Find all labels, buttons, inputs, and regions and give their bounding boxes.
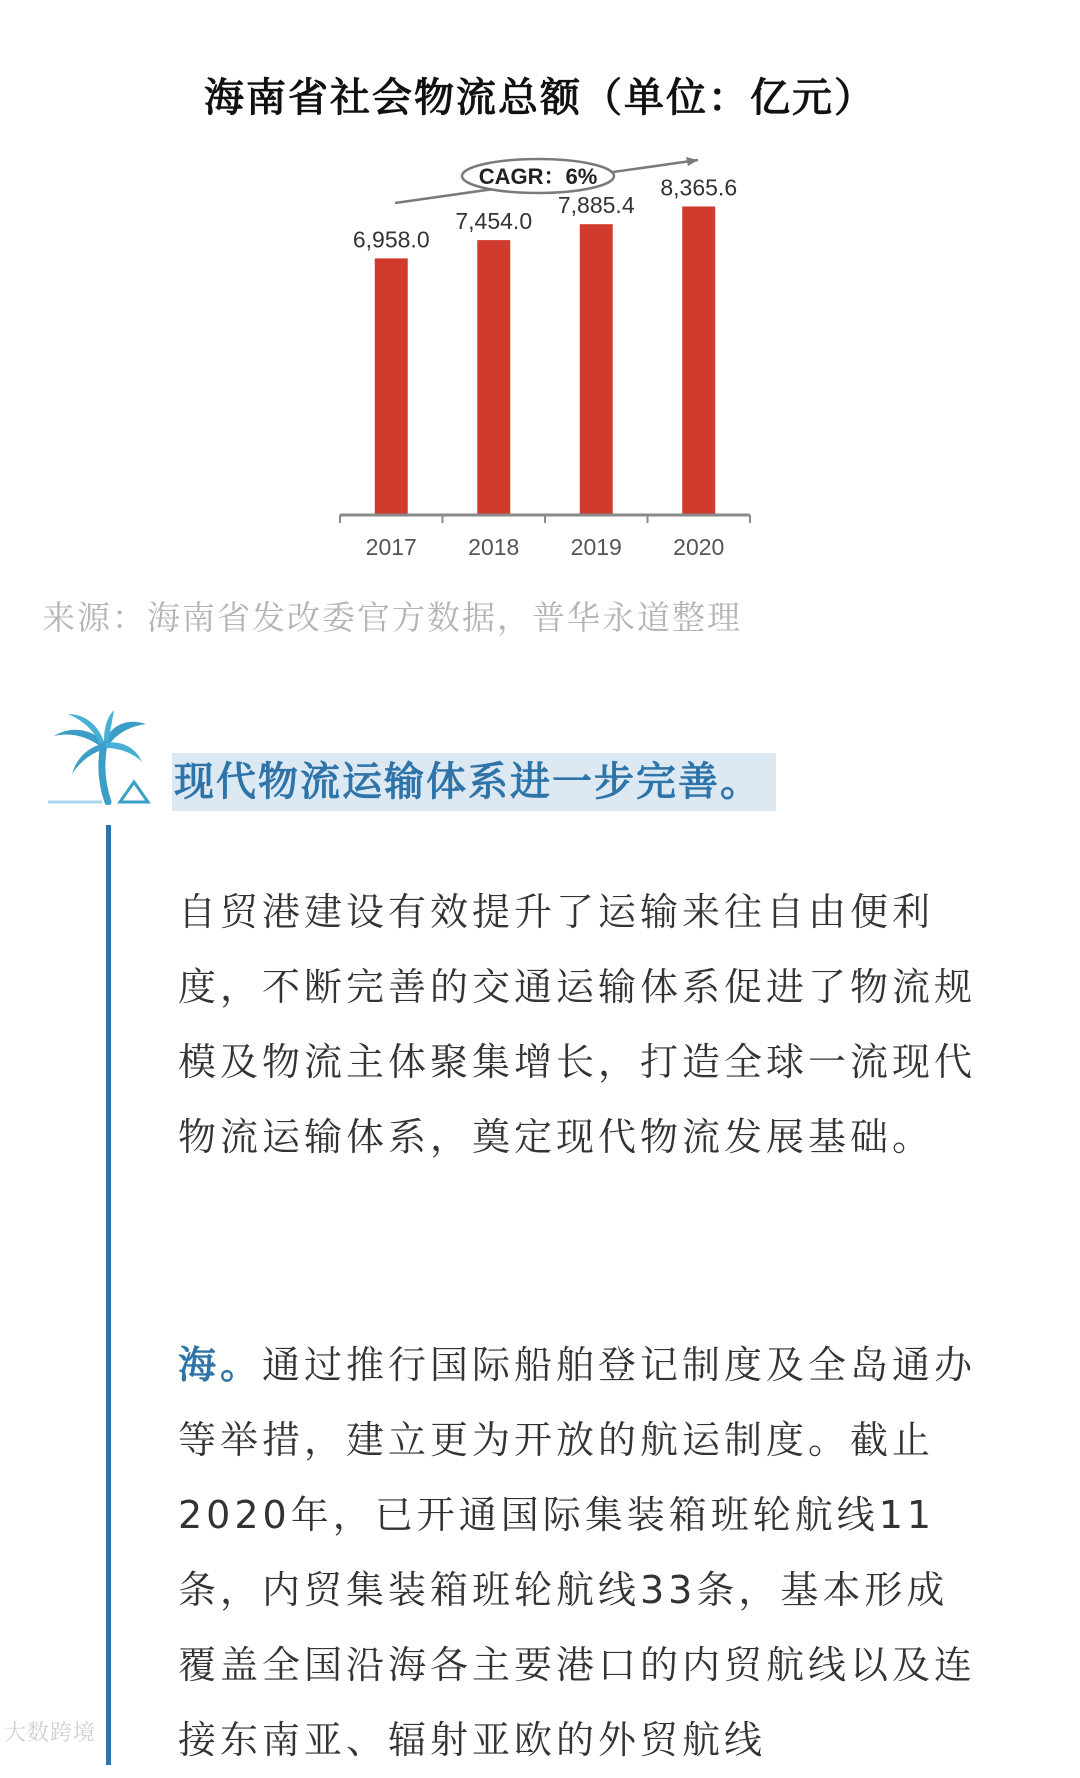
source-note: 来源：海南省发改委官方数据，普华永道整理 bbox=[42, 598, 742, 637]
paragraph-2-highlight: 海。 bbox=[178, 1343, 263, 1387]
x-tick-label-2017: 2017 bbox=[365, 534, 417, 560]
watermark: 大数跨境 bbox=[4, 1721, 97, 1746]
palm-tree-icon bbox=[42, 710, 152, 805]
paragraph-2 bbox=[178, 1328, 980, 1778]
paragraph-1: 自贸港建设有效提升了运输来往自由便利度，不断完善的交通运输体系促进了物流规模及物流主体聚集增长，打造全球一流现代物流运输体系，奠定现代物流发展基础。 bbox=[178, 890, 977, 1159]
cagr-label: CAGR：6% bbox=[478, 164, 598, 189]
x-tick-label-2020: 2020 bbox=[673, 534, 725, 560]
paragraph-2-text: 通过推行国际船舶登记制度及全岛通办等举措，建立更为开放的航运制度。截止2020年，已开通国际集装箱班轮航线11条，内贸集装箱班轮航线33条，基本形成覆盖全国沿海各主要港口的内贸航线以及连接东南亚、辐射亚欧的外贸航线 bbox=[178, 1343, 977, 1762]
bar-2017 bbox=[375, 258, 408, 515]
bar-2019 bbox=[580, 224, 613, 515]
chart-title: 海南省社会物流总额（单位：亿元） bbox=[204, 75, 876, 121]
bar-2018 bbox=[477, 240, 510, 515]
bar-2020 bbox=[682, 206, 715, 515]
value-label-2017: 6,958.0 bbox=[352, 226, 430, 253]
value-label-2018: 7,454.0 bbox=[455, 208, 533, 235]
section-heading: 现代物流运输体系进一步完善。 bbox=[172, 753, 776, 811]
cagr-annotation bbox=[395, 157, 698, 203]
value-label-2019: 7,885.4 bbox=[557, 192, 635, 219]
section-vertical-rule bbox=[106, 825, 111, 1765]
value-label-2020: 8,365.6 bbox=[660, 174, 738, 201]
x-tick-label-2018: 2018 bbox=[468, 534, 520, 560]
logistics-bar-chart bbox=[0, 140, 1080, 570]
x-tick-label-2019: 2019 bbox=[570, 534, 622, 560]
